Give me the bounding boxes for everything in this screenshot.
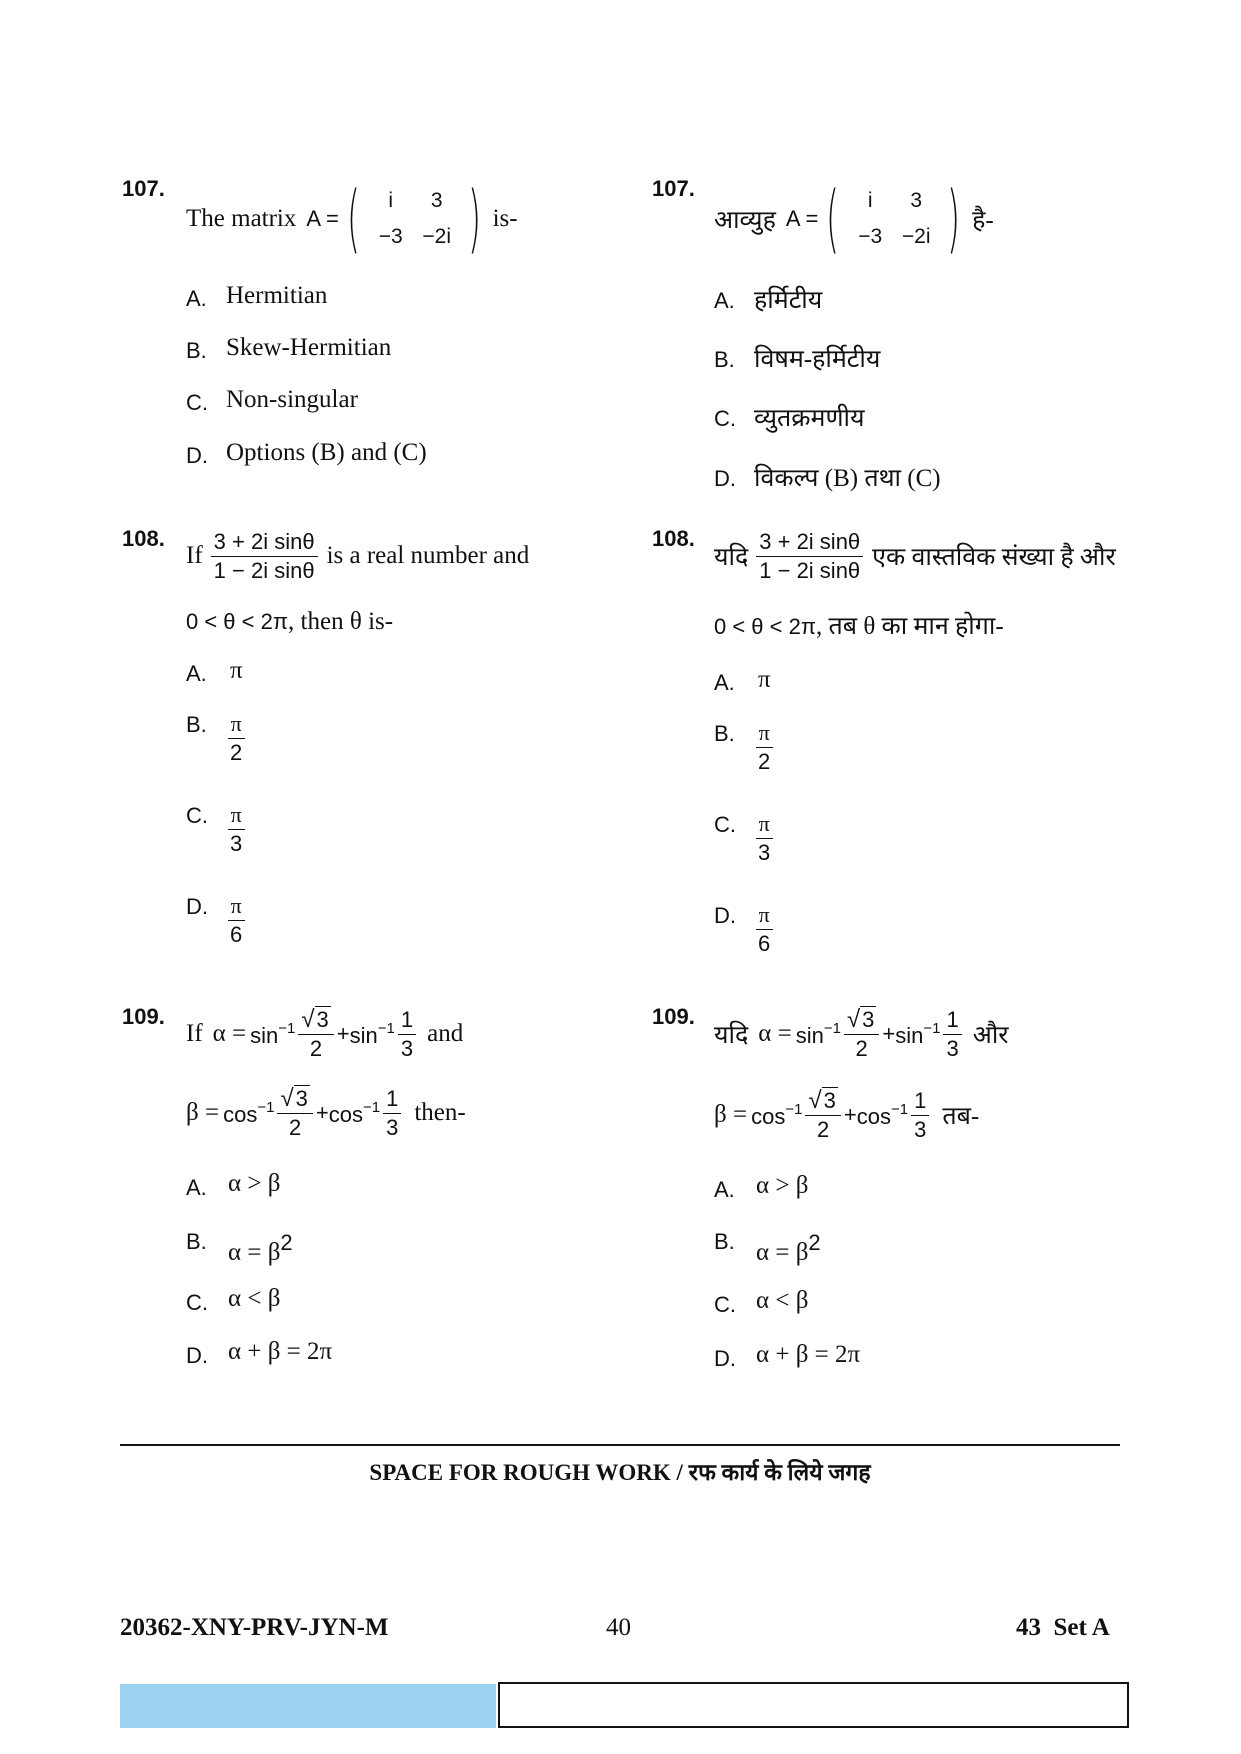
q109-option-c-text: α < β (228, 1285, 281, 1312)
footer-code: 20362-XNY-PRV-JYN-M (120, 1614, 389, 1641)
q108-hi-condition-expr: 0 < θ < 2π (714, 614, 817, 639)
q108-hi-option-c-den: 3 (758, 839, 771, 865)
q109-hi-sin-2: $\sin^{-1}$ (895, 1019, 941, 1048)
q109-option-b-text: $\alpha = \beta^2$ (228, 1230, 293, 1266)
q108-fraction-numerator: 3 + 2i sinθ (756, 528, 863, 557)
q108-hi-condition (714, 608, 1004, 642)
q109-hi-stem-end: तब- (942, 1103, 980, 1131)
q109-option-d-label: D. (186, 1343, 208, 1368)
q107-option-c-label: C. (186, 390, 208, 415)
q109-alpha-line (186, 1006, 463, 1062)
q108-hi-option-d-den: 6 (758, 930, 771, 956)
q107-option-d-text: Options (B) and (C) (226, 439, 427, 466)
q108-hi-option-a-label: A. (714, 670, 735, 695)
q108-fraction-denominator: 1 − 2i sinθ (759, 557, 861, 583)
q109-plus-2: + (315, 1100, 329, 1126)
q107-hi-stem (714, 176, 994, 262)
q109-cos-one-over-3: $\frac{1}{3}$ (383, 1085, 401, 1141)
q108-hi-option-b-frac (752, 719, 776, 775)
footer-set-label: Set A (1053, 1614, 1110, 1641)
q108-option-a-label: A. (186, 661, 207, 686)
page-number: 40 (606, 1614, 631, 1641)
q108-option-b-label: B. (186, 712, 207, 737)
q108-fraction (211, 528, 318, 584)
q108-option-c-den: 3 (230, 830, 243, 856)
q108-hi-option-d-frac (752, 901, 776, 957)
q108-fraction-denominator: 1 − 2i sinθ (213, 557, 315, 583)
matrix-a12: 3 (910, 189, 923, 212)
q107-option-c-text: Non-singular (226, 386, 358, 413)
q107-hi-option-c-label: C. (714, 406, 736, 431)
footer-empty-box (498, 1682, 1129, 1728)
q107-hi-number: 107. (652, 176, 695, 201)
footer-blue-bar (120, 1684, 496, 1728)
q109-stem-pre: If (186, 1020, 203, 1048)
right-paren: ) (467, 176, 481, 262)
q109-beta-line (186, 1085, 466, 1141)
q109-hi-number: 109. (652, 1004, 695, 1029)
q109-hi-option-b-text: $\alpha = \beta^2$ (756, 1230, 821, 1266)
q108-hi-option-c-frac (752, 810, 776, 866)
q108-condition-tail: , then (288, 608, 344, 635)
q108-condition-expr: 0 < θ < 2π (186, 609, 289, 634)
q108-hi-option-b-num: π (756, 719, 773, 748)
q109-number: 109. (122, 1004, 165, 1029)
q108-hi-number: 108. (652, 526, 695, 551)
q109-hi-cos-1: $\cos^{-1}$ (751, 1100, 803, 1129)
q107-option-a-text: Hermitian (226, 282, 328, 309)
q109-option-b-label: B. (186, 1229, 207, 1254)
q108-condition-end: is- (368, 608, 394, 635)
q108-stem (186, 528, 529, 584)
q109-alpha-lhs: α = (212, 1020, 247, 1048)
q109-hi-sin-1: $\sin^{-1}$ (795, 1019, 841, 1048)
q109-hi-sqrt3-over-2: √ 3 2 (844, 1006, 879, 1062)
q109-hi-stem-pre: यदि (714, 1022, 749, 1050)
matrix-a (339, 176, 489, 262)
q107-stem (186, 176, 518, 262)
q109-sin-2: $\sin^{-1}$ (349, 1019, 395, 1048)
q107-option-d-label: D. (186, 443, 208, 468)
q109-sqrt3-over-2: √ 3 2 (298, 1006, 333, 1062)
q108-hi-option-b-den: 2 (758, 748, 771, 774)
q108-option-d-num: π (228, 892, 245, 921)
q107-hi-option-a-text: हर्मिटीय (754, 287, 823, 314)
left-paren: ( (826, 176, 840, 262)
q109-hi-cos-2: $\cos^{-1}$ (856, 1100, 909, 1129)
q107-hi-option-a-label: A. (714, 288, 735, 313)
q108-hi-option-d-num: π (756, 901, 773, 930)
q108-hi-stem (714, 528, 1116, 584)
q109-hi-one-over-3: $\frac{1}{3}$ (943, 1006, 961, 1062)
q108-hi-condition-end: का मान होगा- (881, 613, 1004, 640)
q109-sin-1: $\sin^{-1}$ (250, 1019, 296, 1048)
q108-hi-option-d-label: D. (714, 903, 736, 928)
matrix-a11: i (867, 189, 873, 212)
matrix-a11: i (388, 189, 394, 212)
q107-hi-option-b-label: B. (714, 347, 735, 372)
q108-option-c-label: C. (186, 803, 208, 828)
q107-hi-option-d-label: D. (714, 466, 736, 491)
matrix-a22: −2i (901, 225, 931, 248)
q109-hi-alpha-line (714, 1006, 1009, 1062)
q109-hi-option-c-label: C. (714, 1292, 736, 1317)
q108-hi-option-b-label: B. (714, 721, 735, 746)
q108-hi-option-c-num: π (756, 810, 773, 839)
q108-option-b-num: π (228, 710, 245, 739)
matrix-a-hi (818, 176, 968, 262)
q109-option-a-text: α > β (228, 1170, 281, 1197)
q108-stem-post: is a real number and (326, 542, 530, 569)
q108-number: 108. (122, 526, 165, 551)
q109-hi-option-a-text: α > β (756, 1172, 809, 1199)
matrix-lhs-hi: A = (785, 206, 819, 231)
q107-option-a-label: A. (186, 286, 207, 311)
q108-option-a-value: π (230, 657, 243, 684)
q109-cos-1: $\cos^{-1}$ (223, 1098, 275, 1127)
q108-option-c-frac (224, 801, 248, 857)
q108-hi-stem-pre: यदि (714, 544, 749, 571)
q107-stem-pre: The matrix (186, 205, 297, 232)
q107-hi-option-d-text: विकल्प (B) तथा (C) (754, 465, 941, 492)
q109-hi-beta-lhs: β = (714, 1101, 748, 1129)
right-paren: ) (947, 176, 961, 262)
q107-hi-stem-post: है- (972, 207, 994, 234)
q108-theta: θ (349, 608, 362, 635)
q108-option-b-den: 2 (230, 739, 243, 765)
q108-hi-condition-tail: , तब (816, 613, 858, 640)
matrix-a21: −3 (378, 225, 403, 248)
q109-beta-lhs: β = (186, 1099, 220, 1127)
q107-hi-stem-pre: आव्युह (714, 207, 776, 234)
q109-hi-option-b-label: B. (714, 1229, 735, 1254)
q107-option-b-label: B. (186, 338, 207, 363)
q109-hi-beta-line (714, 1087, 979, 1143)
q109-stem-end: then- (414, 1099, 466, 1127)
q109-hi-option-d-label: D. (714, 1346, 736, 1371)
matrix-a12: 3 (430, 189, 443, 212)
q109-hi-plus-2: + (843, 1102, 857, 1128)
q109-option-c-label: C. (186, 1290, 208, 1315)
matrix-lhs: A = (306, 206, 339, 231)
q108-condition (186, 608, 393, 636)
q107-number: 107. (122, 176, 165, 201)
q108-option-d-den: 6 (230, 921, 243, 947)
q108-hi-stem-post: एक वास्तविक संख्या है और (872, 544, 1116, 571)
q109-hi-alpha-lhs: α = (758, 1020, 792, 1048)
q108-hi-option-c-label: C. (714, 812, 736, 837)
q109-hi-stem-mid: और (972, 1022, 1009, 1050)
q109-hi-cos-sqrt3-over-2: √ 3 2 (805, 1087, 840, 1143)
matrix-a21: −3 (858, 225, 883, 248)
q109-hi-option-a-label: A. (714, 1177, 735, 1202)
q108-hi-option-a-value: π (758, 666, 771, 693)
q108-fraction-numerator: 3 + 2i sinθ (211, 528, 318, 557)
rough-work-heading: SPACE FOR ROUGH WORK / रफ कार्य के लिये जगह (369, 1460, 871, 1485)
q109-stem-mid: and (427, 1020, 464, 1048)
left-paren: ( (346, 176, 360, 262)
q108-hi-theta: θ (863, 613, 876, 640)
footer-set (1016, 1614, 1110, 1642)
rough-work-divider (120, 1444, 1120, 1446)
q107-stem-post: is- (492, 205, 518, 232)
q107-option-b-text: Skew-Hermitian (226, 334, 392, 361)
q109-hi-plus: + (882, 1021, 896, 1047)
q109-option-a-label: A. (186, 1175, 207, 1200)
q109-cos-2: $\cos^{-1}$ (328, 1098, 381, 1127)
q108-option-d-frac (224, 892, 248, 948)
q108-hi-fraction (756, 528, 863, 584)
q109-one-over-3: $\frac{1}{3}$ (398, 1006, 416, 1062)
matrix-a22: −2i (422, 225, 451, 248)
q109-hi-option-c-text: α < β (756, 1287, 809, 1314)
q108-option-c-num: π (228, 801, 245, 830)
q107-hi-option-c-text: व्युतक्रमणीय (754, 405, 865, 432)
q109-hi-option-d-text: α + β = 2π (756, 1341, 861, 1368)
q107-hi-option-b-text: विषम-हर्मिटीय (754, 346, 881, 373)
footer-set-num: 43 (1016, 1614, 1041, 1641)
q108-stem-pre: If (186, 542, 203, 569)
q109-hi-cos-one-over-3: $\frac{1}{3}$ (911, 1087, 929, 1143)
q108-option-d-label: D. (186, 894, 208, 919)
q109-cos-sqrt3-over-2: √ 3 2 (277, 1085, 312, 1141)
q109-option-d-text: α + β = 2π (228, 1338, 333, 1365)
q108-option-b-frac (224, 710, 248, 766)
q109-plus: + (336, 1021, 350, 1047)
